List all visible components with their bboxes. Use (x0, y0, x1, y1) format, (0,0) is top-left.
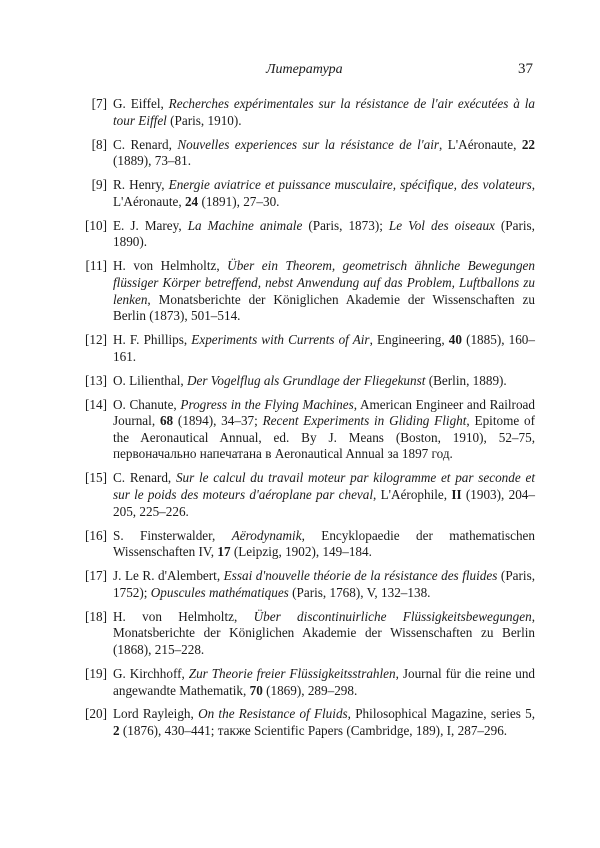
reference-segment: (Leipzig, 1902), 149–184. (230, 544, 372, 560)
reference-number: [18] (85, 608, 107, 624)
reference-list (73, 96, 535, 747)
reference-segment: G. Kirchhoff, (113, 665, 189, 681)
reference-title: Le Vol des oiseaux (388, 217, 495, 233)
reference-item (73, 470, 535, 520)
reference-item (73, 137, 535, 170)
reference-title: Sur le calcul du travail moteur par kilogramme et par seconde et sur le poids des moteurs d'aéroplane par cheval (113, 470, 535, 502)
reference-title: La Machine animale (187, 217, 303, 233)
reference-segment: (Berlin, 1889). (425, 372, 507, 388)
reference-segment: O. Chanute, (113, 396, 181, 412)
reference-number: [19] (85, 665, 107, 681)
reference-segment: O. Lilienthal, (113, 372, 187, 388)
reference-title: Experiments with Currents of Air (191, 332, 370, 348)
reference-number: [16] (85, 527, 107, 543)
reference-title: Progress in the Flying Machines (180, 396, 354, 412)
reference-number: [12] (85, 332, 107, 348)
reference-segment: R. Henry, (113, 177, 169, 193)
reference-number: [7] (91, 96, 107, 111)
reference-title: Opuscules mathématiques (150, 584, 289, 600)
reference-item (73, 397, 535, 463)
reference-segment: (1894), 34–37; (173, 413, 263, 429)
reference-title: Recent Experiments in Gliding Flight (262, 413, 467, 429)
reference-segment: (1889), 73–81. (113, 153, 192, 169)
reference-segment: C. Renard, (113, 136, 178, 152)
reference-text (113, 177, 535, 210)
reference-segment: Lord Rayleigh, (113, 706, 199, 722)
reference-segment: H. von Helmholtz, (113, 608, 254, 624)
reference-title: Energie aviatrice et puissance musculaire, spécifique, des volateurs (168, 177, 532, 193)
reference-volume: 17 (217, 544, 231, 560)
reference-number: [15] (85, 470, 107, 486)
reference-segment: (Paris, 1768), V, 132–138. (288, 584, 431, 600)
reference-number: [17] (85, 568, 107, 584)
reference-segment: S. Finsterwalder, (113, 527, 232, 543)
reference-segment: (1876), 430–441; также Scientific Papers (Cambridge, 189), I, 287–296. (119, 723, 508, 739)
reference-segment: E. J. Marey, (113, 217, 188, 233)
reference-title: Nouvelles experiences sur la résistance de l'air (177, 136, 440, 152)
reference-number: [9] (91, 177, 107, 193)
reference-title: Essai d'nouvelle théorie de la résistance des fluides (223, 568, 498, 584)
reference-item (73, 609, 535, 659)
reference-item (73, 568, 535, 601)
reference-text (113, 218, 535, 251)
reference-item (73, 258, 535, 324)
reference-text (113, 706, 535, 739)
reference-segment: (Paris, 1873); (302, 217, 389, 233)
reference-segment: , L'Aérophile, (373, 487, 452, 502)
reference-segment: , Encyklopaedie der mathematischen Wissenschaften IV, (113, 527, 535, 560)
reference-volume: 40 (448, 332, 462, 348)
reference-segment: G. Eiffel, (113, 96, 169, 111)
reference-segment: (1869), 289–298. (262, 682, 358, 698)
reference-title: Über discontinuirliche Flüssigkeitsbewegungen (253, 608, 532, 624)
reference-number: [10] (85, 217, 107, 233)
reference-number: [13] (85, 372, 107, 388)
reference-text (113, 373, 535, 390)
reference-volume: 70 (249, 682, 263, 698)
reference-title: On the Resistance of Fluids (198, 706, 348, 722)
reference-segment: (1885), 160–161. (113, 332, 535, 364)
reference-segment: J. Le R. d'Alembert, (113, 568, 224, 584)
reference-title: Recherches expérimentales sur la résistance de l'air exécutées à la tour Eiffel (113, 96, 535, 128)
reference-segment: , Engineering, (369, 332, 449, 348)
reference-text (113, 397, 535, 463)
reference-text (113, 609, 535, 659)
reference-text (113, 258, 535, 324)
reference-segment: (Paris, 1910). (166, 112, 242, 128)
reference-text (113, 332, 535, 365)
reference-volume: 22 (521, 136, 535, 152)
reference-segment: , L'Aéronaute, (439, 136, 522, 152)
reference-segment: , Philosophical Magazine, series 5, (347, 706, 535, 722)
reference-title: Zur Theorie freier Flüssigkeitsstrahlen (188, 665, 396, 681)
reference-text (113, 528, 535, 561)
reference-text (113, 568, 535, 601)
reference-number: [20] (85, 706, 107, 722)
reference-number: [8] (91, 136, 107, 152)
reference-segment: , American Engineer and Railroad Journal, (113, 396, 535, 429)
reference-segment: , Journal für die reine und angewandte Mathematik, (113, 665, 536, 698)
reference-segment: , Monatsberichte der Königlichen Akademie der Wissenschaften zu Berlin (1873), 501–514. (113, 291, 535, 324)
reference-number: [11] (85, 258, 107, 274)
reference-item (73, 528, 535, 561)
reference-segment: (1903), 204–205, 225–226. (113, 487, 535, 519)
reference-volume: 2 (113, 723, 120, 739)
reference-item (73, 177, 535, 210)
reference-segment: (1891), 27–30. (198, 193, 280, 209)
page-number: 37 (518, 61, 533, 77)
reference-text (113, 666, 535, 699)
reference-segment: H. von Helmholtz, (113, 258, 228, 274)
reference-item (73, 706, 535, 739)
reference-title: Der Vogelflug als Grundlage der Fliegekunst (186, 372, 426, 388)
reference-segment: (Paris, 1890). (113, 217, 535, 250)
reference-segment: , Epitome of the Aeronautical Annual, ed. By J. Means (Boston, 1910), 52–75, первоначально напечатана в Aeronautical Annual за 1897 год. (113, 413, 535, 462)
reference-number: [14] (85, 396, 107, 412)
reference-volume: 24 (184, 193, 199, 209)
reference-item (73, 96, 535, 129)
reference-item (73, 373, 535, 390)
reference-title: Über ein Theorem, geometrisch ähnliche Bewegungen flüssiger Körper betreffend, nebst Anwendung auf das Problem, Luftballons zu lenken (113, 258, 535, 307)
reference-text (113, 137, 535, 170)
running-header (0, 62, 600, 82)
reference-volume: II (451, 487, 462, 502)
reference-item (73, 666, 535, 699)
reference-text (113, 96, 535, 129)
reference-title: Aërodynamik (231, 527, 302, 543)
running-title: Литература (266, 62, 343, 77)
reference-volume: 68 (159, 413, 174, 429)
reference-item (73, 332, 535, 365)
reference-segment: , Monatsberichte der Königlichen Akademie der Wissenschaften zu Berlin (1868), 215–228. (113, 608, 535, 657)
reference-segment: C. Renard, (113, 470, 176, 486)
reference-segment: H. F. Phillips, (113, 332, 192, 348)
reference-segment: (Paris, 1752); (113, 568, 535, 600)
reference-segment: , L'Aéronaute, (113, 177, 535, 209)
reference-text (113, 470, 535, 520)
reference-item (73, 218, 535, 251)
